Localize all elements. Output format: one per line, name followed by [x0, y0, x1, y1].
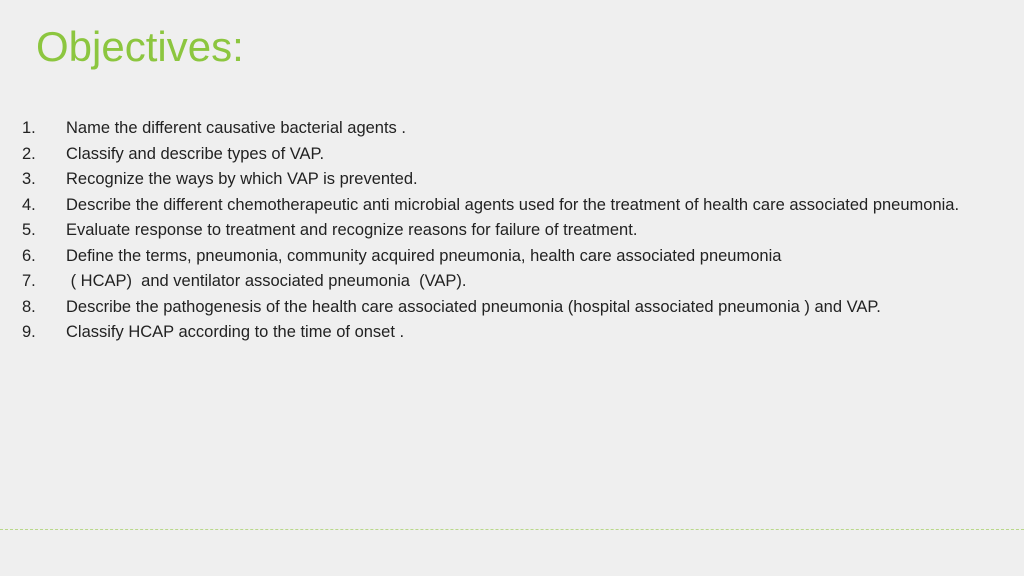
list-item-text: Classify and describe types of VAP.: [66, 144, 325, 163]
list-item-text: Define the terms, pneumonia, community acquired pneumonia, health care associated pneumonia: [66, 246, 782, 265]
footer-divider: [0, 529, 1024, 530]
list-item-text: Classify HCAP according to the time of onset .: [66, 323, 405, 341]
list-item-number: 3.: [22, 170, 36, 188]
list-item: [22, 244, 997, 270]
list-item-number: 9.: [22, 323, 36, 341]
list-item-number: 7.: [22, 272, 36, 290]
list-item: [22, 193, 997, 219]
list-item-text: ( HCAP) and ventilator associated pneumonia (VAP).: [66, 272, 467, 290]
list-item: [22, 218, 997, 244]
list-item-text: Describe the pathogenesis of the health care associated pneumonia (hospital associated pneumonia ) and VAP.: [66, 297, 881, 316]
list-item-number: 5.: [22, 221, 36, 239]
list-item-text: Recognize the ways by which VAP is prevented.: [66, 170, 418, 188]
list-item: [22, 167, 997, 193]
list-item: [22, 142, 997, 168]
objectives-list: [22, 116, 997, 346]
list-item: [22, 320, 997, 346]
list-item-number: 2.: [22, 144, 36, 163]
list-item: [22, 116, 997, 142]
list-item-number: 6.: [22, 246, 36, 265]
list-item-text: Describe the different chemotherapeutic anti microbial agents used for the treatment of health care associated pneumonia.: [66, 195, 960, 214]
list-item: [22, 295, 997, 321]
list-item-number: 4.: [22, 195, 36, 214]
list-item-number: 8.: [22, 297, 36, 316]
list-item-number: 1.: [22, 119, 36, 137]
list-item-text: Evaluate response to treatment and recognize reasons for failure of treatment.: [66, 221, 638, 239]
list-item-text: Name the different causative bacterial agents .: [66, 119, 406, 137]
list-item: [22, 269, 997, 295]
slide-title: Objectives:: [36, 23, 244, 70]
